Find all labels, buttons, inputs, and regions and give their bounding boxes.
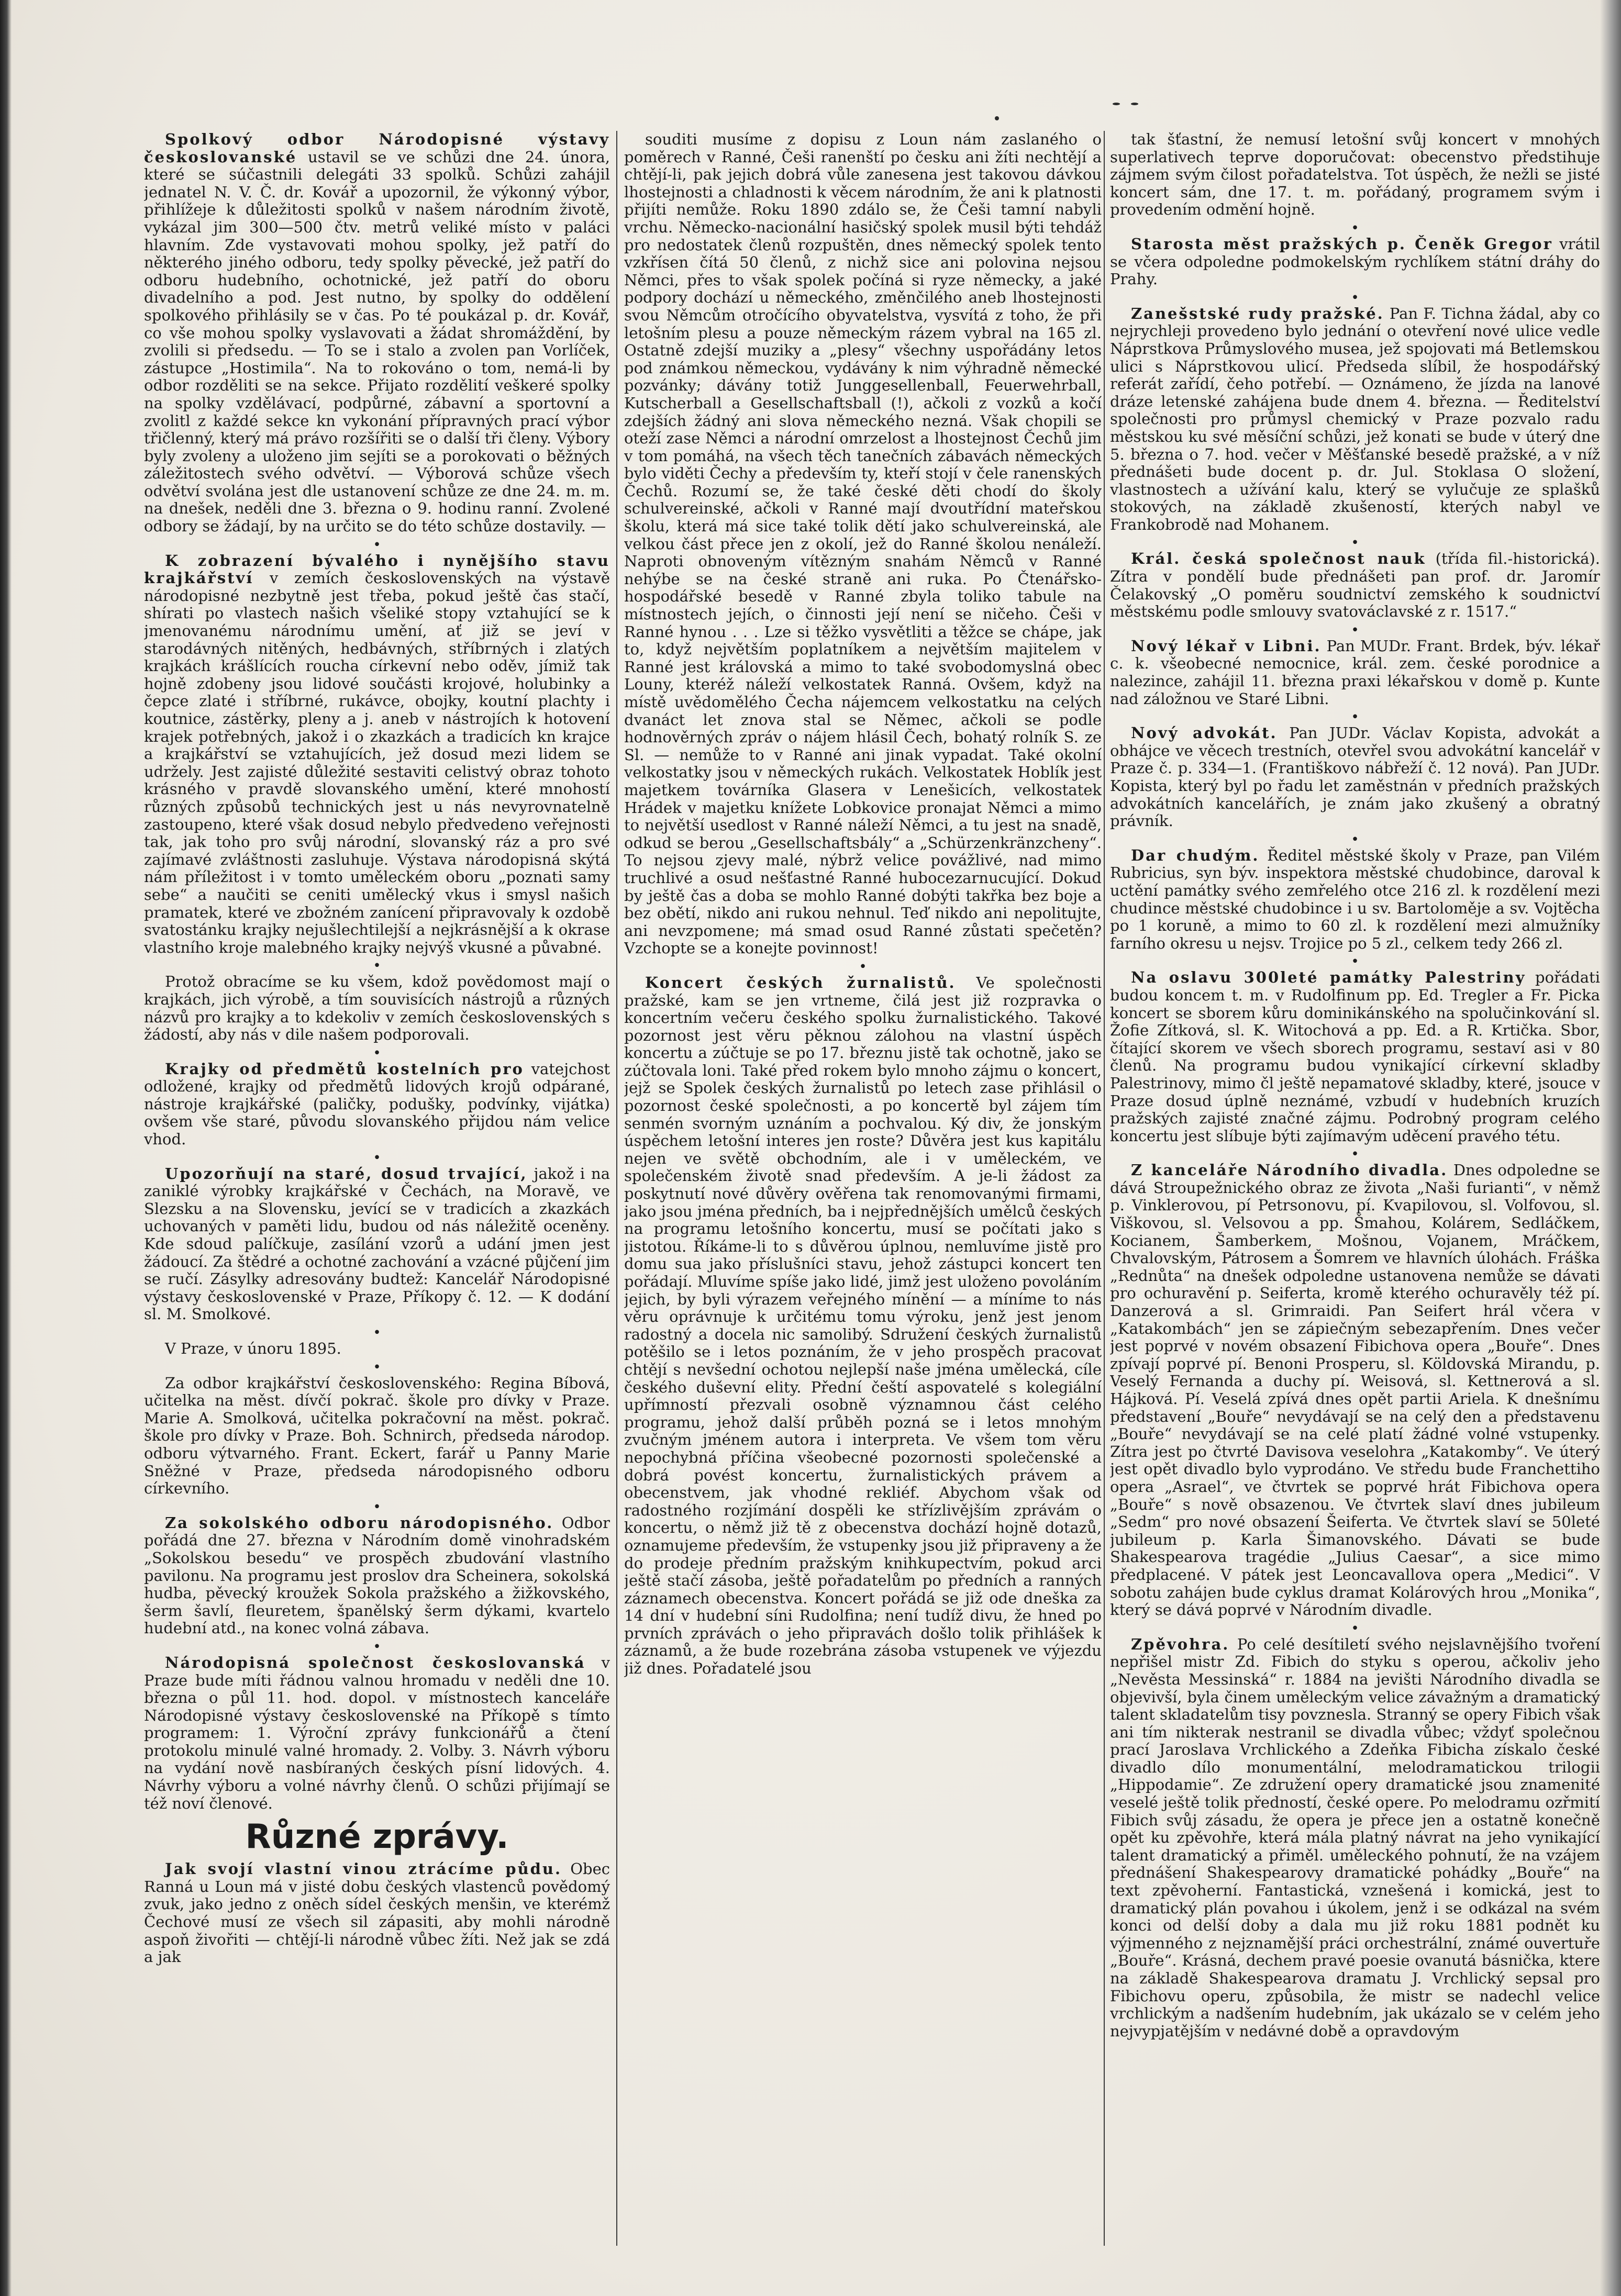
article-text: Pan F. Tichna žádal, aby co nejrychleji provedeno bylo jednání o otevření nové ulice vedle Náprstkova Průmyslového musea, jež spojovati má Betlemskou ulici s Náprstkovou ulicí. Předseda slíbil, že hospodářský referát zařídí, čeho potřebí. — Oznámeno, že jízda na lanové dráze letenské zahájena bude dnem 4. března. — Ředitelství společnosti pro průmysl chemický v Praze pozvalo radu městskou ku své měsíční schůzi, jež konati se bude v úterý dne 5. března o 7. hod. večer v Měšťanské besedě pražské, a v níž přednášeti bude docent p. dr. Jul. Stoklasa O složení, vlastnostech a užívání kalu, který se vylučuje ze splašků stokových, na základě zkušeností, kterých nabyl ve Frankobrodě nad Mohanem.	[1110, 304, 1600, 533]
article-separator: •	[1351, 220, 1359, 236]
article-separator: •	[1351, 535, 1359, 551]
article-paragraph	[144, 1860, 610, 1966]
article-paragraph	[144, 973, 610, 1043]
article-text: jakož i na zaniklé výrobky krajkářské v Čechách, na Moravě, ve Slezsku a na Slovensku, jevící se v tradicích a zkazkách uchovaných v paměti lidu, budou od nás náležitě oceněny. Kde sdoud palíčkuje, zasílání vzorů a udání jmen jest žádoucí. Za štědré a ochotné zachování a vzácné půjčení jim se ručí. Zásylky adresovány budtež: Kancelář Národopisné výstavy československé v Praze, Příkopy č. 12. — K dodání sl. M. Smolkové.	[144, 1164, 610, 1323]
article-separator: •	[1351, 1620, 1359, 1636]
article-lead: Nový lékař v Libni.	[1131, 637, 1322, 655]
article-paragraph	[144, 1061, 610, 1149]
column-2	[624, 131, 1102, 2246]
article-text: Obec Ranná u Loun má v jisté dobu českých vlastenců povědomý zvuk, jako jedno z oněch sídel českých menšin, ve kterémž Čechové musí ze všech sil zápasiti, aby mohli národně aspoň živořiti — chtějí-li národně vůbec žíti. Než jak se zdá a jak	[144, 1860, 610, 1966]
article-lead: Král. česká společnost nauk	[1131, 550, 1426, 568]
article-paragraph	[1110, 969, 1600, 1145]
article-lead: Za sokolského odboru národopisného.	[165, 1513, 554, 1532]
article-text: Odbor pořádá dne 27. března v Národním domě vinohradském „Sokolskou besedu“ ve prospěch zbudování vlastního pavilonu. Na programu jest proslov dra Scheinera, sokolská hudba, pěvecký kroužek Sokola pražského a žižkovského, šerm šavlí, fleuretem, španělský šerm dýkami, kvartelo hudební atd., na konec volná zábava.	[144, 1513, 610, 1637]
article-lead: Jak svojí vlastní vinou ztrácíme půdu.	[165, 1860, 562, 1878]
article-lead: Z kanceláře Národního divadla.	[1131, 1161, 1448, 1179]
article-paragraph	[144, 1165, 610, 1323]
article-separator: •	[373, 1150, 381, 1166]
article-text: v zemích československých na výstavě národopisné nezbytně jest třeba, pokud ještě čas stačí, shírati po vlastech našich všeliké stopy vztahující se k jmenovanému národnímu umění, ať již se jeví v starodávných nitěných, hedbávných, stříbrných i zlatých krajkách krášlících roucha církevní nebo oděv, jímiž tak hojně zdobeny jsou lidové součásti krojové, holubinky a čepce zlaté i stříbrné, rukávce, obojky, koutní plachty i koutnice, zástěrky, pleny a j. aneb v nástrojích k hotovení krajek potřebných, jakož i o zkazkách a tradicích kn krajce a krajkářství se vztahujících, jež dosud mezi lidem se udržely. Jest zajisté důležité sestaviti celistvý obraz tohoto krásného v pravdě slovanského umění, které mnohostí různých způsobů technických jest u nás nevyrovnatelně zastoupeno, které však dosud nebylo předvedeno veřejnosti tak, jak toho pro svůj národní, slovanský ráz a pro své zajímavé zvláštnosti zasluhuje. Výstava národopisná skýtá nám příležitost i v tomto uměleckém oboru „poznati samy sebe“ a naučiti se ceniti umělecký vkus i smysl našich pramatek, které ve zbožném zanícení připravovaly k ozdobě svatostánku krajky nejušlechtilejší a nejkrásnější a k okrase vlastního kroje malebného krajky nejvýš vkusné a půvabné.	[144, 569, 610, 956]
article-text: V Praze, v únoru 1895.	[165, 1340, 341, 1357]
print-speck	[1113, 103, 1120, 105]
article-text: souditi musíme z dopisu z Loun nám zaslaného o poměrech v Ranné, Češi ranenští po česku ani žíti nechtějí a chtějí-li, pak jejich dobrá vůle zanesena jest takovou dávkou lhostejnosti a chladnosti k věcem národním, že ani k platnosti přijíti nemůže. Roku 1890 zdálo se, že Češi tamní nabyli vrchu. Německo-nacionální hasičský spolek musil býti tehdáž pro nedostatek členů rozpuštěn, dnes německý spolek tento vzkřísen čítá 50 členů, z nichž sice ani polovina nejsou Němci, přes to však spolek počíná si ryze německy, a jaké podpory dochází u německého, změnčilého aneb lhostejnosti svou Němcům otročícího obyvatelstva, vysvítá z toho, že při letošním plesu a pouze německým rázem vybral na 165 zl. Ostatně zdejší muziky a „plesy“ všechny uspořádány letos pod známkou německou, vydávány k nim výhradně německé pozvánky; dávány totiž Junggesellenball, Feuerwehrball, Kutscherball a Gesellschaftsball (!), ačkoli z vozků a kočí zdejších žádný ani slova německého nezná. Však chopili se oteží zase Němci a národní omrzelost a lhostejnost Čechů jim v tom pomáhá, na všech těch tanečních zábavách německých bylo viděti Čechy a především ty, kteří stojí v čele ranenských Čechů. Rozumí se, že také české děti chodí do školy schulvereinské, ačkoli v Ranné mají dvoutřídní mateřskou školu, která má sice také tolik dětí jako schulvereinská, ale velkou část přece jen z okolí, jež do Ranné školou nenáleží. Naproti obnoveným vítězným snahám Němců v Ranné nehýbe se na české straně ani ruka. Po Čtenářsko-hospodářské besedě v Ranné zbyla toliko tabule na místnostech jejích, o činnosti její není se ničeho. Češi v Ranné hynou . . . Lze si těžko vysvětliti a těžce se chápe, jak to, když největším poplatníkem a největším majitelem v Ranné jest královská a mimo to také svobodomyslná obec Louny, kteréž náleží velkostatek Ranná. Ovšem, když na místě uvědomělého Čecha nájemcem velkostatku na celých dvanáct let znova stal se Němec, ačkoli se podle hodnověrných zpráv o nájem hlásil Čech, bohatý rolník S. ze Sl. — nemůže to v Ranné ani jinak vypadat. Také okolní velkostatky jsou v německých rukách. Velkostatek Hoblík jest majetkem továrníka Glasera v Lenešicích, velkostatek Hrádek v majetku knížete Lobkovice pronajat Němci a mimo to největší usedlost v Ranné náleží Němci, a tu jest na snadě, odkud se berou „Gesellschaftsbály“ a „Schürzenkränzcheny“. To nejsou zjevy malé, nýbrž velice povážlivé, nad mimo truchlivé a osud nešťastné Ranné hubocezarnucující. Dokud by ještě čas a doba se mohlo Ranné dobýti takřka bez boje a bez obětí, nikdo ani rukou nehnul. Teď nikdo ani nepolitujte, ani nevzpomene; má smad osud Ranné zůstati spečetěn? Vzchopte se a konejte povinnost!	[624, 131, 1102, 957]
article-text: Pan MUDr. Frant. Brdek, býv. lékař c. k. všeobecné nemocnice, král. zem. české porodnice a nalezince, zahájil 11. března praxi lékařskou v domě p. Kunte nad záložnou ve Staré Libni.	[1110, 637, 1600, 708]
article-lead: Spolkový odbor Národopisné výstavy českoslovanské	[144, 131, 610, 166]
article-paragraph	[1110, 725, 1600, 830]
article-lead: Zanešstské rudy pražské.	[1131, 304, 1384, 322]
article-paragraph	[1110, 550, 1600, 620]
article-text: v Praze bude míti řádnou valnou hromadu v neděli dne 10. března o půl 11. hod. dopol. v místnostech kanceláře Národopisné výstavy československé na Příkopě s tímto programem: 1. Výroční zprávy funkcionářů a čtení protokolu minulé valné hromady. 2. Volby. 3. Návrh výboru na vydání nově nasbíraných českých písní lidových. 4. Návrhy výboru a volné návrhy členů. O schůzi přijímají se též noví členové.	[144, 1653, 610, 1812]
article-lead: Koncert českých žurnalistů.	[645, 973, 956, 991]
scan-shadow-right	[1600, 0, 1621, 2296]
article-lead: K zobrazení bývalého i nynějšího stavu krajkářství	[144, 551, 610, 587]
article-lead: Nový advokát.	[1131, 724, 1278, 742]
article-separator: •	[1351, 709, 1359, 726]
article-lead: Dar chudým.	[1131, 846, 1260, 864]
article-separator: •	[373, 1045, 381, 1061]
print-speck	[1131, 103, 1138, 105]
article-paragraph	[144, 552, 610, 957]
article-text: Za odbor krajkářství československého: Regina Bíbová, učitelka na měst. dívčí pokrač. škole pro dívky v Praze. Marie A. Smolková, učitelka pokračovní na měst. pokrač. škole pro dívky v Praze. Boh. Schnirch, předseda národop. odboru výtvarného. Frant. Eckert, farář u Panny Marie Sněžné v Praze, předseda národopisného odboru církevního.	[144, 1374, 610, 1498]
article-paragraph	[1110, 1636, 1600, 2041]
article-separator: •	[373, 1325, 381, 1341]
article-paragraph	[144, 1340, 610, 1358]
article-text: Protož obracíme se ku všem, kdož povědomost mají o krajkách, jich výrobě, a tím souvisících nástrojů a různých názvů pro krajky a to kdekoliv v zemích československých s žádostí, aby nás v dile našem podporovali.	[144, 973, 610, 1044]
article-text: Pan JUDr. Václav Kopista, advokát a obhájce ve věcech trestních, otevřel svou advokátní kancelář v Praze č. p. 334—1. (Františkovo nábřeží č. 12 nová). Pan JUDr. Kopista, který byl po řadu let zaměstnán v předních pražských advokátních kancelářích, je znám jako zkušený a obratný právník.	[1110, 724, 1600, 830]
article-text: Dnes odpoledne se dává Stroupežnického obraz ze života „Naši furianti“, v němž p. Vinklerovou, pí Petrsonovu, pí. Kvapilovou, sl. Volfovou, sl. Viškovou, sl. Velsovou a pp. Šmahou, Kolárem, Sedláčkem, Kocianem, Šamberkem, Mošnou, Vojanem, Mráčkem, Chvalovským, Pátrosem a Šomrem ve hlavních úlohách. Fráška „Rednůta“ na dnešek odpoledne ustanovena nemůže se dávati pro ochuravění p. Seiferta, kromě kterého ochuravěly též pí. Danzerová a sl. Grimraidi. Pan Seifert hrál včera v „Katakombách“ jen se zápiečným sebezapřením. Dnes večer jest poprvé v novém obsazení Fibichova opera „Bouře“. Dnes zpívají poprvé pí. Benoni Prosperu, sl. Köldovská Mirandu, p. Veselý Fernanda a duchy pí. Weisová, sl. Kettnerová a sl. Hájková. Pí. Veselá zpívá dnes opět partii Ariela. K dnešnímu představení „Bouře“ nevydávají se na celý den a představenu „Bouře“ nevydávají se na celé platí žádné volné vstupenky. Zítra jest po čtvrté Davisova veselohra „Katakomby“. Ve úterý jest opět divadlo bylo vyprodáno. Ve středu bude Franchettiho opera „Asrael“, ve čtvrtek se poprvé hrát Fibichova opera „Bouře“ s nově obsazenou. Ve čtvrtek slaví dnes jubileum „Sedm“ pro nové obsazení Šeiferta. Ve čtvrtek slaví se 50leté jubileum p. Karla Šimanovského. Dávati se bude Shakespearova tragédie „Julius Caesar“, a sice mimo předplacené. V pátek jest Leoncavallova opera „Medici“. V sobotu zahájen bude cyklus dramat Kolárových hrou „Monika“, který se dává poprvé v Národním divadle.	[1110, 1161, 1600, 1619]
article-separator: •	[1351, 831, 1359, 848]
article-paragraph	[144, 1375, 610, 1498]
article-paragraph	[144, 131, 610, 536]
section-title: Různé zprávy.	[245, 1818, 509, 1857]
article-paragraph	[1110, 1162, 1600, 1619]
article-lead: Na oslavu 300leté památky Palestriny	[1131, 968, 1526, 987]
article-separator: •	[373, 1499, 381, 1515]
article-separator: •	[859, 958, 867, 975]
article-separator: •	[1351, 289, 1359, 306]
article-text: vatejchost odložené, krajky od předmětů lidových krojů odpárané, nástroje krajkářské (paličky, podušky, podvínky, vijátka) ovšem vše staré, původu slovanského přijdou nám velice vhod.	[144, 1060, 610, 1149]
article-text: Po celé desítiletí svého nejslavnějšího tvoření nepřišel mistr Zd. Fibich do styku s operou, ačkoliv jeho „Nevěsta Messinská“ r. 1884 na jevišti Národního divadla se objevivší, byla činem uměleckým velice závažným a dramatický talent skladatelům tisy povznesla. Stranný se opery Fibich však ani tím nikterak nestranil se divadla vůbec; vždyť společnou prací Jaroslava Vrchlického a Zdeňka Fibicha získalo české divadlo dílo monumentální, melodramatickou trilogii „Hippodamie“. Ze združení opery dramatické jsou znamenité veselé ještě tolik předností, české opere. Po melodramu ozřmití Fibich svůj zásadu, že opera je přece jen a ostatně konečně opět ku zpěvohře, která mála platný návrat na jeho vynikající talent dramatický a přiměl. uměleckého pohnutí, že na vzájem přednášení Shakespearovy dramatické pohádky „Bouře“ na text zpěvoherní. Fantastická, vznešená i komická, jest to dramatický plán povahou i úkolem, jenž i se odkázal na svém konci od delší doby a dala mu již roku 1881 podnět ku výjmenného z nejznamější práci orchestrální, známé ouvertuře „Bouře“. Krásná, dechem pravé poesie ovanutá básnička, ktere na základě Shakespearova dramatu J. Vrchlický sepsal pro Fibichovu operu, způsobila, že mistr se nadechl velice vrchlickým a nadšením hudebním, jak ukázalo se v celém jeho nejvypjatějším v nedávné době a opravdovým	[1110, 1635, 1600, 2040]
scan-shadow-left	[0, 0, 12, 2296]
article-paragraph	[1110, 131, 1600, 219]
article-lead: Národopisná společnost českoslovanská	[165, 1653, 586, 1671]
article-text: Ředitel městské školy v Praze, pan Vilém Rubricius, syn býv. inspektora městské chudobince, daroval k uctění památky svého zemřelého otce 216 zl. k rozdělení mezi chudince městské chudobince i u sv. Bartoloměje a sv. Vojtěcha po 1 koruně, a mimo to 60 zl. k rozdělení mezi almužníky farního okresu u nejsv. Trojice po 5 zl., celkem tedy 266 zl.	[1110, 846, 1600, 952]
article-lead: Starosta měst pražských p. Čeněk Gregor	[1131, 235, 1553, 253]
article-lead: Krajky od předmětů kostelních pro	[165, 1060, 524, 1078]
article-lead: Zpěvohra.	[1131, 1635, 1230, 1653]
article-paragraph	[1110, 236, 1600, 288]
article-separator: •	[1351, 954, 1359, 970]
article-text: pořádati budou koncem t. m. v Rudolfinum pp. Ed. Tregler a Fr. Picka koncert se sborem kůru dominikánského na spolučinkování sl. Žofie Zítková, sl. K. Witochová a pp. Ed. a R. Krtička. Sbor, čítající skorem ve všech sborech programu, sestaví asi v 80 členů. Na programu budou vynikající církevní skladby Palestrinovy, mimo čl ještě nepamatové skladby, které, jsouce v Praze dosud úplně neznámé, vzbudí v hudebních kruzích pražských zajisté značné zájmu. Podrobný program celého koncertu jest slíbuje býti zajímavým uděcení pravého tétu.	[1110, 968, 1600, 1145]
article-paragraph	[624, 131, 1102, 957]
column-1	[144, 131, 610, 2246]
article-text: Ve společnosti pražské, kam se jen vrtneme, čilá jest již rozpravka o koncertním večeru českého spolku žurnalistického. Takové pozornost jest věru pěknou zálohou na vlastní úspěch koncertu a zúčtuje se po 17. březnu jistě tak ochotně, jako se zúčtovala loni. Také před rokem bylo mnoho zájmu o koncert, jejž se Spolek českých žurnalistů po letech zase přihlásil o pozornost české společnosti, a po koncertě byl zájem tím senmén svorným uznáním a pochvalou. Ký div, že jonským úspěchem letošní interes jen roste? Důvěra jest kus kapitálu nejen ve světě obchodním, ale i v uměleckém, ve společenském životě snad především. A je-li žádost za poskytnutí nové důvěry ověřena tak renomovanými firmami, jako jsou jména předních, ba i nejpřednějších umělců českých na programu letošního koncertu, musí se počítati jako s jistotou. Říkáme-li to s důvěrou úplnou, nemluvíme jistě pro domu sua jako příslušníci stavu, jehož zástupci koncert ten pořádají. Mluvíme spíše jako lidé, jimž jest uloženo povoláním jejich, by byli výrazem veřejného mínění — a míníme to nás věru oprávnuje k určitému tomu výroku, jenž jest jenom radostný a docela nic samolibý. Sdružení českých žurnalistů potěšilo se i letos poznáním, že v jeho prospěch pracovat chtějí s nevšední ochotou nejlepší naše jména umělecká, cíle českého duševní elity. Přední čeští aspovatelé s kolegiální upřímností přezvali osobně významnou část celého programu, jehož další průběh pozná se i letos mnohým zvučným jménem autora i interpreta. Ve všem tom věru nepochybná příčina všeobecné pozornosti společenské a dobrá povést koncertu, žurnalistických právem a obecenstvem, jak vhodné rekliéf. Abychom však od radostného rozjímání dospěli ke střízlivějším zprávám o koncertu, o němž již tě z obecenstva dochází hojně dotazů, oznamujeme především, že vstupenky jsou již připraveny a že do prodeje předním pražským knihkupectvím, pokud arci ještě stačí zásoba, ještě pořadatelům po předních a ranných záznamech obecenstva. Koncert pořádá se již ode dneška za 14 dní v hudební síni Rudolfina; není tudíž divu, že hned po prvních zprávách o jeho připravách došlo tolik přihlášek k záznamů, a že bude rozebrána zásoba vstupenek ve výjezdu již dnes. Pořadatelé jsou	[624, 973, 1102, 1678]
article-lead: Upozorňují na staré, dosud trvající,	[165, 1164, 528, 1183]
column-rule	[616, 131, 617, 2246]
article-text: ustavil se ve schůzi dne 24. února, které se súčastnili delegáti 33 spolků. Schůzi zahájil jednatel N. V. Č. dr. Kovář a upozornil, že výkonný výbor, přihlížeje k důležitosti spolků v našem národním životě, vykázal jim 300—500 čtv. metrů veliké místo v paláci hlavním. Zde vystavovati mohou spolky, jež patří do některého jiného odboru, tedy spolky pěvecké, jež patří do odboru hudebního, ochotnické, jež patří do oboru divadelního a pod. Jest nutno, by spolky do oddělení spolkového přihlásily se v čas. Po té poukázal p. dr. Kovář, co vše mohou spolky vyslavovati a žádat shromáždění, by zvolili si předsedu. — To se i stalo a zvolen pan Vorlíček, zástupce „Hostimila“. Na to rokováno o tom, nemá-li by odbor rozděliti se na sekce. Přijato rozdělití veškeré spolky na spolky vzdělávací, podpůrné, zábavní a sportovní a zvolitl z každé sekce kn vykonání přípravných prací výbor třičlenný, který má právo rozšířiti se o další tři členy. Výbory byly zvoleny a uloženo jim sejíti se a porokovati o běžných záležitostech svého odvětví. — Výborová schůze všech odvětví svolána jest dle ustanovení schůze ze dne 24. m. m. na dnešek, neděli dne 3. března o 9. hodinu ranní. Zvolené odbory se žádají, by na určito se do této schůze dostavily. —	[144, 148, 610, 536]
column-3	[1110, 131, 1600, 2246]
article-paragraph	[144, 1514, 610, 1637]
article-text: tak šťastní, že nemusí letošní svůj koncert v mnohých superlativech teprve doporučovat: obecenstvo předstihuje zájmem svým čilost pořadatelstva. Tot úspěch, že nežli se jisté koncert sám, dne 17. t. m. pořádaný, programem svým i provedením odmění hojně.	[1110, 131, 1600, 219]
article-separator: •	[373, 537, 381, 553]
article-separator: •	[373, 1359, 381, 1375]
article-text: (třída fil.-historická). Zítra v pondělí bude přednášeti pan prof. dr. Jaromír Čelakovský „O poměru soudnictví zemského k soudnictví městskému podle smlouvy svatováclavské z r. 1517.“	[1110, 550, 1600, 621]
article-paragraph	[144, 1654, 610, 1812]
article-separator: •	[373, 958, 381, 974]
article-paragraph	[1110, 305, 1600, 534]
article-separator: •	[373, 1639, 381, 1655]
article-paragraph	[1110, 847, 1600, 953]
print-speck	[995, 116, 999, 120]
column-rule	[1104, 131, 1105, 2246]
article-separator: •	[1351, 622, 1359, 638]
article-paragraph	[624, 974, 1102, 1678]
article-text: vrátil se včera odpoledne podmokelským rychlíkem státní dráhy do Prahy.	[1110, 235, 1600, 288]
article-separator: •	[1351, 1146, 1359, 1163]
article-paragraph	[1110, 638, 1600, 708]
